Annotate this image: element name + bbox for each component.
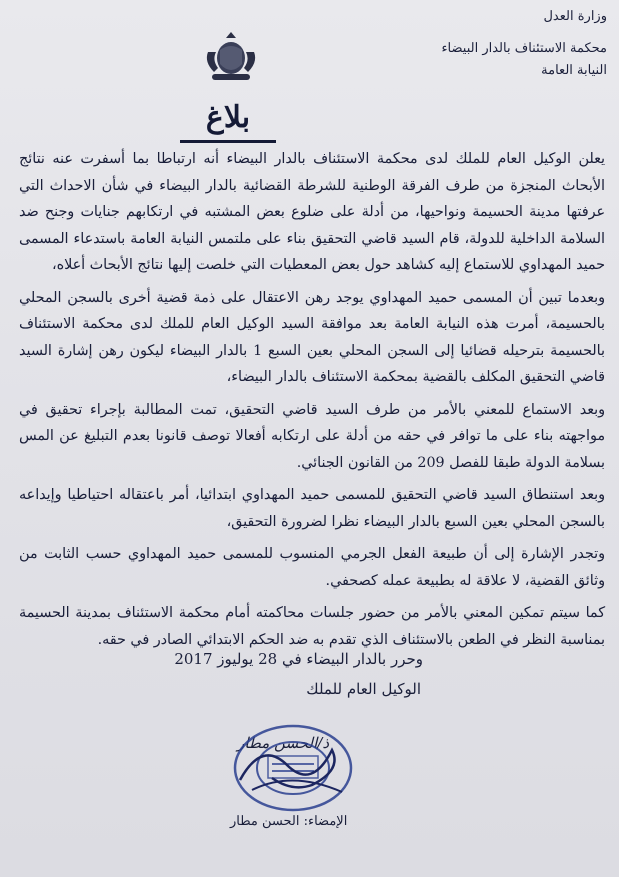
signatory-name: ذ/الحسن مطار — [237, 734, 329, 752]
document-title: بلاغ — [205, 100, 251, 135]
paragraph-1: يعلن الوكيل العام للملك لدى محكمة الاستئناف بالدار البيضاء أنه ارتباطا بما أسفرت عنه نتائج الأبحاث المنجزة من طرف الفرقة الوطنية للشرطة القضائية بالدار البيضاء في شأن الاحداث التي عرفتها مدينة الحسيمة ونواحيها، من أدلة على ضلوع بعض المشتبه في ارتكابهم جنايات وجنح ضد السلامة الداخلية للدولة، قام السيد قاضي التحقيق بناء على ملتمس النيابة العامة باستدعاء المسمى حميد المهداوي للاستماع إليه كشاهد حول بعض المعطيات التي خلصت إليها نتائج الأبحاث أعلاه، — [19, 151, 606, 273]
signatory-title: الوكيل العام للملك — [306, 680, 421, 698]
coat-of-arms-icon — [200, 28, 262, 86]
date-line: وحرر بالدار البيضاء في 28 يوليوز 2017 — [174, 650, 423, 668]
office-name: النيابة العامة — [541, 63, 607, 78]
letterhead — [441, 6, 607, 82]
paragraph-3: وبعد الاستماع للمعني بالأمر من طرف السيد قاضي التحقيق، تمت المطالبة بإجراء تحقيق في مواجهته بناء على ما توافر في حقه من أدلة على ارتكابه أفعالا توصف قانونا بعدم التبليغ عن المس بسلامة الدولة طبقا للفصل 209 من القانون الجنائي. — [19, 401, 605, 471]
handwritten-signature-icon — [232, 730, 352, 800]
paragraph-4: وبعد استنطاق السيد قاضي التحقيق للمسمى حميد المهداوي ابتدائيا، أمر باعتقاله احتياطيا وإيداعه بالسجن المحلي بعين السبع بالدار البيضاء نظرا لضرورة التحقيق، — [19, 487, 605, 530]
paragraph-2: وبعدما تبين أن المسمى حميد المهداوي يوجد رهن الاعتقال على ذمة قضية أخرى بالسجن المحلي بالحسيمة، أمرت هذه النيابة العامة بعد موافقة السيد الوكيل العام للملك لدى محكمة الاستئناف بالحسيمة بترحيله قضائيا إلى السجن المحلي بعين السبع 1 بالدار البيضاء ليكون رهن إشارة السيد قاضي التحقيق المكلف بالقضية بمحكمة الاستئناف بالدار البيضاء، — [19, 289, 605, 385]
ministry-name: وزارة العدل — [543, 9, 607, 24]
court-name: محكمة الاستئناف بالدار البيضاء — [441, 41, 607, 56]
paragraph-5: وتجدر الإشارة إلى أن طبيعة الفعل الجرمي المنسوب للمسمى حميد المهداوي حسب الثابت من وثائق القضية، لا علاقة له بطبيعة عمله كصحفي. — [19, 546, 605, 589]
paragraph-6: كما سيتم تمكين المعني بالأمر من حضور جلسات محاكمته أمام محكمة الاستئناف بمدينة الحسيمة بمناسبة النظر في الطعن بالاستئناف الذي تقدم به ضد الحكم الابتدائي الصادر في حقه. — [19, 605, 605, 648]
document-body — [19, 146, 605, 653]
signature-footer: الإمضاء: الحسن مطار — [230, 814, 348, 829]
title-underline — [180, 140, 276, 143]
